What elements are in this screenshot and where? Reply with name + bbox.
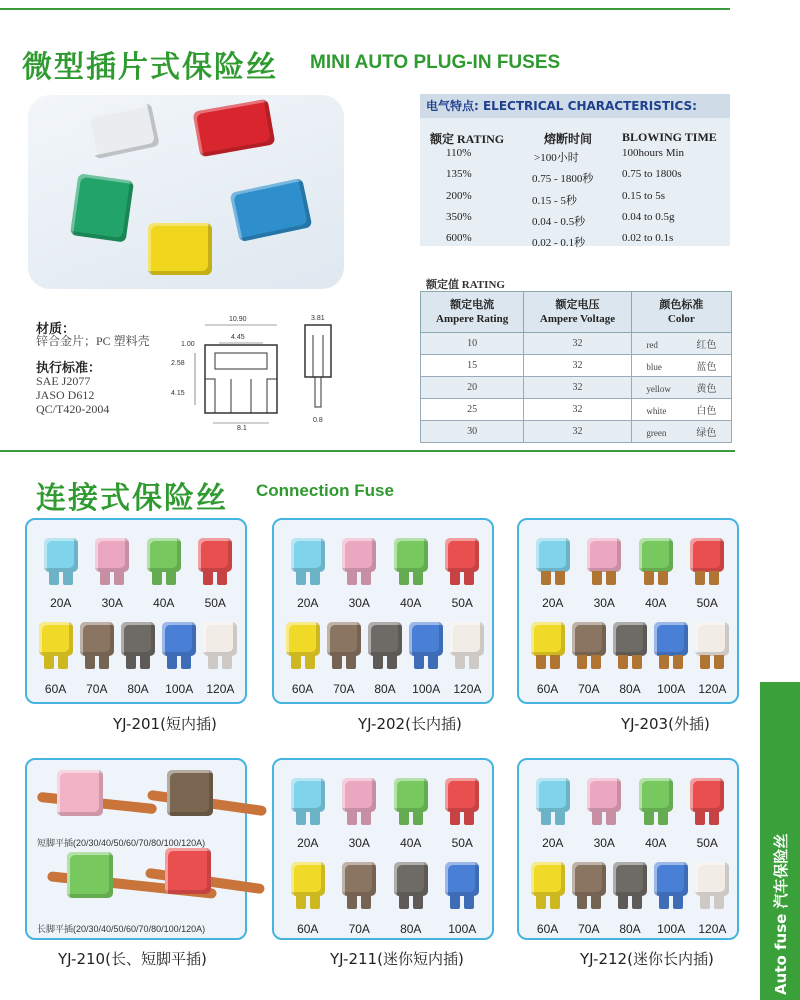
model-label: YJ-211(迷你短内插) <box>330 950 464 968</box>
mini-fuse-photo <box>28 95 344 289</box>
electrical-heading: 电气特点: ELECTRICAL CHARACTERISTICS: <box>420 94 730 118</box>
amp-label: 50A <box>451 596 473 610</box>
panel-1 <box>25 518 247 704</box>
fuse-60a <box>531 862 565 896</box>
table-row: 10 32 red 红色 <box>421 333 732 355</box>
elec-r3-cn: 0.15 - 5秒 <box>532 195 577 207</box>
elec-r3-rating: 200% <box>446 190 472 202</box>
amp-label: 120A <box>206 682 235 696</box>
elec-col-time-en: BLOWING TIME <box>622 130 717 144</box>
material-heading: 材质： <box>36 322 76 337</box>
note-short-leg: 短脚平插(20/30/40/50/60/70/80/100/120A) <box>37 838 206 848</box>
fuse-70a <box>572 622 606 656</box>
table-row: 15 32 blue 蓝色 <box>421 355 732 377</box>
fuse-50a <box>445 778 479 812</box>
fuse-20a <box>291 538 325 572</box>
bolt-fuse <box>165 848 211 894</box>
amp-label: 50A <box>451 836 473 850</box>
rating-caption: 额定值 RATING <box>426 279 505 291</box>
fuse-100a <box>654 622 688 656</box>
amp-label: 20A <box>542 836 564 850</box>
amp-label: 60A <box>297 922 319 936</box>
fuse-30a <box>342 538 376 572</box>
fuse-20a <box>44 538 78 572</box>
dim-pin: 0.8 <box>313 417 323 424</box>
amp-label: 70A <box>578 922 600 936</box>
fuse-70a <box>80 622 114 656</box>
fuse-20a <box>536 778 570 812</box>
amp-label: 30A <box>101 596 123 610</box>
fuse-80a <box>394 862 428 896</box>
amp-label: 60A <box>291 682 314 696</box>
fuse-120a <box>203 622 237 656</box>
model-label: YJ-212(迷你长内插) <box>580 950 714 968</box>
amp-label: 120A <box>698 682 727 696</box>
dim-bottom: 8.1 <box>237 425 247 432</box>
panel-4 <box>25 758 247 940</box>
dim-width: 10.90 <box>229 316 247 323</box>
amp-label: 20A <box>297 596 319 610</box>
amp-label: 120A <box>453 682 482 696</box>
elec-r4-en: 0.04 to 0.5g <box>622 211 675 223</box>
fuse-60a <box>286 622 320 656</box>
panel-2 <box>272 518 494 704</box>
fuse-50a <box>690 778 724 812</box>
elec-r3-en: 0.15 to 5s <box>622 190 666 202</box>
elec-r4-rating: 350% <box>446 211 472 223</box>
amp-label: 70A <box>348 922 370 936</box>
section2-title-en: Connection Fuse <box>256 481 394 500</box>
section1-title-en: MINI AUTO PLUG-IN FUSES <box>310 52 561 73</box>
amp-label: 30A <box>348 596 370 610</box>
fuse-40a <box>394 538 428 572</box>
bolt-fuse <box>57 770 103 816</box>
amp-label: 40A <box>400 836 422 850</box>
elec-r5-rating: 600% <box>446 232 472 244</box>
fuse-70a <box>572 862 606 896</box>
fuse-80a <box>613 862 647 896</box>
fuse-100a <box>409 622 443 656</box>
amp-label: 30A <box>593 836 615 850</box>
fuse-blue <box>230 178 313 242</box>
fuse-120a <box>450 622 484 656</box>
dim-side: 3.81 <box>311 315 325 322</box>
amp-label: 20A <box>50 596 72 610</box>
elec-r1-en: 100hours Min <box>622 147 685 159</box>
material-value: 锌合金片；PC 塑料壳 <box>36 334 150 348</box>
amp-label: 50A <box>696 836 718 850</box>
amp-label: 20A <box>542 596 564 610</box>
fuse-40a <box>639 778 673 812</box>
amp-label: 60A <box>536 682 559 696</box>
amp-label: 100A <box>448 922 477 936</box>
amp-label: 80A <box>619 682 641 696</box>
fuse-green <box>70 173 134 242</box>
fuse-60a <box>291 862 325 896</box>
elec-r2-cn: 0.75 - 1800秒 <box>532 173 594 185</box>
section1-title-cn: 微型插片式保险丝 <box>22 50 278 85</box>
amp-label: 40A <box>645 836 667 850</box>
dim-low: 4.15 <box>171 390 185 397</box>
amp-label: 30A <box>348 836 370 850</box>
amp-label: 70A <box>86 682 108 696</box>
fuse-50a <box>690 538 724 572</box>
side-tab-label: Auto fuse 汽车保险丝 <box>772 833 790 995</box>
elec-r1-cn: >100小时 <box>534 152 579 164</box>
bolt-fuse <box>167 770 213 816</box>
fuse-yellow <box>148 223 212 275</box>
fuse-80a <box>121 622 155 656</box>
electrical-characteristics <box>420 94 730 249</box>
amp-label: 100A <box>412 682 441 696</box>
standard-heading: 执行标准： <box>36 361 102 376</box>
fuse-50a <box>445 538 479 572</box>
model-label: YJ-210(长、短脚平插) <box>58 950 207 968</box>
fuse-40a <box>639 538 673 572</box>
standard-2: JASO D612 <box>36 388 95 402</box>
model-label: YJ-203(外插) <box>621 715 710 733</box>
fuse-20a <box>536 538 570 572</box>
panel-5 <box>272 758 494 940</box>
table-row: 20 32 yellow 黄色 <box>421 377 732 399</box>
fuse-60a <box>531 622 565 656</box>
dim-inner: 4.45 <box>231 334 245 341</box>
top-divider <box>0 8 730 10</box>
amp-label: 50A <box>696 596 718 610</box>
model-label: YJ-202(长内插) <box>358 715 462 733</box>
fuse-100a <box>445 862 479 896</box>
model-label: YJ-201(短内插) <box>113 715 217 733</box>
fuse-120a <box>695 622 729 656</box>
amp-label: 100A <box>657 682 686 696</box>
amp-label: 20A <box>297 836 319 850</box>
amp-label: 120A <box>698 922 727 936</box>
elec-r2-rating: 135% <box>446 168 472 180</box>
table-row: 30 32 green 绿色 <box>421 421 732 443</box>
amp-label: 40A <box>153 596 175 610</box>
fuse-outline-drawing <box>165 305 345 435</box>
dim-mid: 2.58 <box>171 360 185 367</box>
amp-label: 70A <box>578 682 600 696</box>
fuse-30a <box>95 538 129 572</box>
dim-top: 1.00 <box>181 341 195 348</box>
amp-label: 80A <box>127 682 149 696</box>
amp-label: 70A <box>333 682 355 696</box>
section2-title-cn: 连接式保险丝 <box>36 481 228 516</box>
fuse-120a <box>695 862 729 896</box>
elec-r4-cn: 0.04 - 0.5秒 <box>532 216 586 228</box>
amp-label: 100A <box>657 922 686 936</box>
fuse-50a <box>198 538 232 572</box>
fuse-100a <box>162 622 196 656</box>
panel-3 <box>517 518 739 704</box>
amp-label: 100A <box>165 682 194 696</box>
rating-th-amp: 额定电流 Ampere Rating <box>421 292 524 333</box>
fuse-100a <box>654 862 688 896</box>
fuse-40a <box>147 538 181 572</box>
fuse-70a <box>327 622 361 656</box>
fuse-30a <box>587 778 621 812</box>
elec-r2-en: 0.75 to 1800s <box>622 168 682 180</box>
fuse-30a <box>342 778 376 812</box>
fuse-drawing <box>165 305 345 435</box>
fuse-70a <box>342 862 376 896</box>
fuse-30a <box>587 538 621 572</box>
mid-divider <box>0 450 735 452</box>
amp-label: 80A <box>619 922 641 936</box>
amp-label: 50A <box>204 596 226 610</box>
rating-table <box>420 291 732 443</box>
bolt-fuse <box>67 852 113 898</box>
elec-r5-en: 0.02 to 0.1s <box>622 232 674 244</box>
amp-label: 40A <box>645 596 667 610</box>
rating-th-volt: 额定电压 Ampere Voltage <box>524 292 631 333</box>
fuse-white <box>86 103 160 160</box>
fuse-80a <box>613 622 647 656</box>
table-row: 25 32 white 白色 <box>421 399 732 421</box>
standard-3: QC/T420-2004 <box>36 402 110 416</box>
amp-label: 60A <box>536 922 559 936</box>
panel-6 <box>517 758 739 940</box>
amp-label: 80A <box>400 922 422 936</box>
fuse-red <box>193 99 276 157</box>
fuse-80a <box>368 622 402 656</box>
standard-1: SAE J2077 <box>36 374 91 388</box>
rating-th-color: 颜色标准 Color <box>631 292 731 333</box>
fuse-20a <box>291 778 325 812</box>
elec-r5-cn: 0.02 - 0.1秒 <box>532 237 586 249</box>
fuse-40a <box>394 778 428 812</box>
note-long-leg: 长脚平插(20/30/40/50/60/70/80/100/120A) <box>37 924 206 934</box>
fuse-60a <box>39 622 73 656</box>
amp-label: 30A <box>593 596 615 610</box>
amp-label: 60A <box>44 682 67 696</box>
elec-col-rating: 额定 RATING <box>430 132 505 146</box>
amp-label: 40A <box>400 596 422 610</box>
amp-label: 80A <box>374 682 396 696</box>
elec-r1-rating: 110% <box>446 147 472 159</box>
elec-col-time-cn: 熔断时间 <box>544 132 593 146</box>
